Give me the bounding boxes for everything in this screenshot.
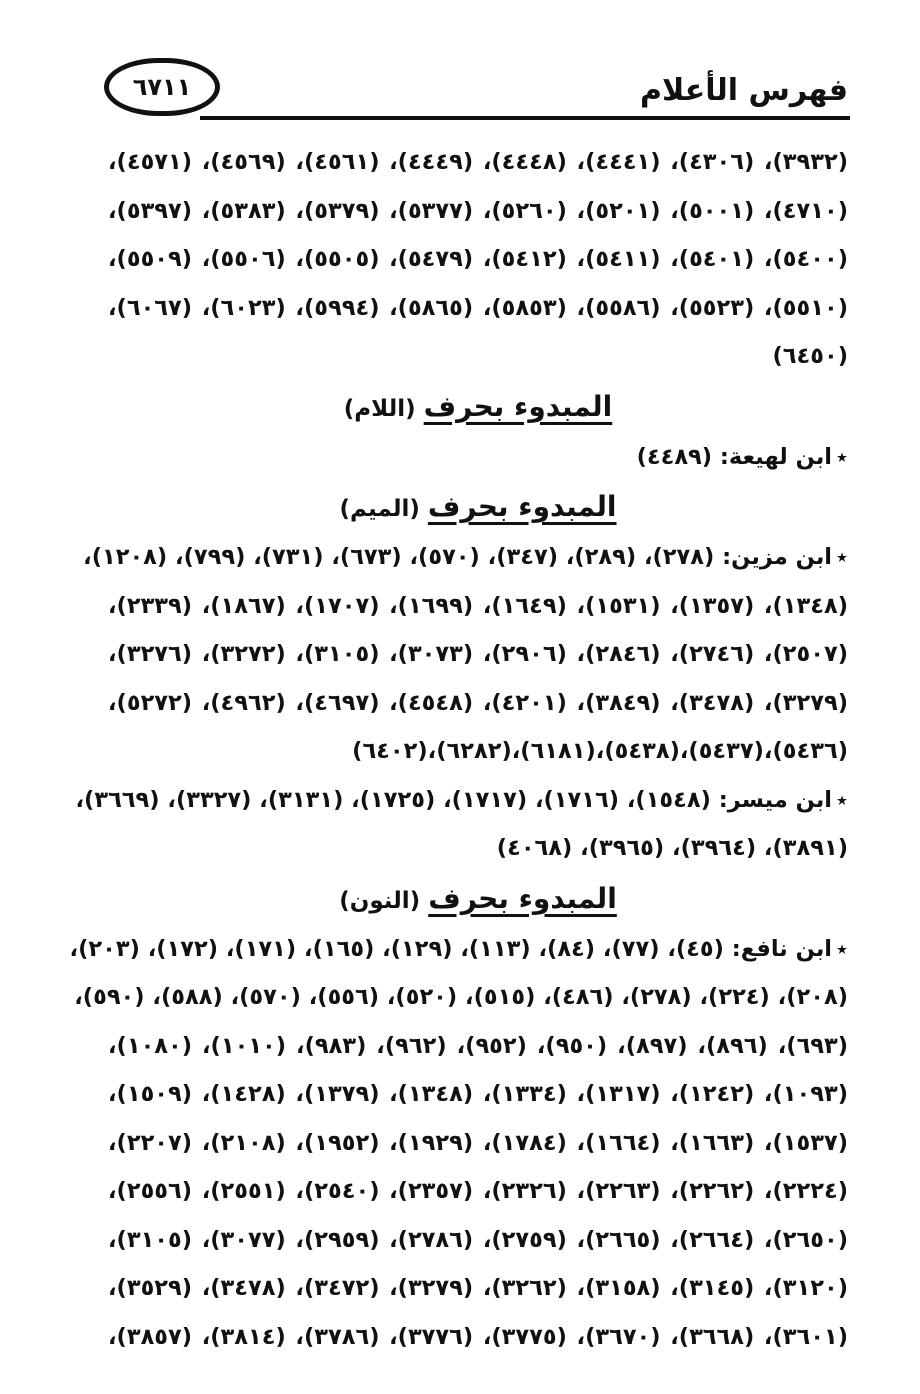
index-line <box>108 187 848 236</box>
index-line <box>108 1216 848 1265</box>
section-heading-letter: (النون) <box>339 887 421 914</box>
line-text: (٣١٢٠)، (٣١٤٥)، (٣١٥٨)، (٣٢٦٢)، (٣٢٧٩)، (٣٤٧٢)، (٣٤٧٨)، (٣٥٢٩)، <box>108 1275 848 1301</box>
line-text: (٣٩٣٢)، (٤٣٠٦)، (٤٤٤١)، (٤٤٤٨)، (٤٤٤٩)، (٤٥٦١)، (٤٥٦٩)، (٤٥٧١)، <box>108 149 848 175</box>
index-line <box>108 824 848 873</box>
section-heading-main: المبدوء بحرف <box>423 389 613 423</box>
index-line <box>108 332 848 381</box>
index-line <box>108 1119 848 1168</box>
line-text: (٣٦٠١)، (٣٦٦٨)، (٣٦٧٠)، (٣٧٧٥)، (٣٧٧٦)، (٣٧٨٦)، (٣٨١٤)، (٣٨٥٧)، <box>108 1323 848 1350</box>
line-text: (٢٦٥٠)، (٢٦٦٤)، (٢٦٦٥)، (٢٧٥٩)، (٢٧٨٦)، (٢٩٥٩)، (٣٠٧٧)، (٣١٠٥)، <box>108 1226 848 1253</box>
line-text: (٦٤٥٠) <box>772 343 848 369</box>
index-line <box>108 1022 848 1071</box>
section-heading-main: المبدوء بحرف <box>427 490 617 523</box>
section-heading-main: المبدوء بحرف <box>428 881 617 915</box>
index-line <box>108 727 848 776</box>
line-text: (٤٧١٠)، (٥٠٠١)، (٥٢٠١)، (٥٢٦٠)، (٥٣٧٧)، (٥٣٧٩)، (٥٣٨٣)، (٥٣٩٧)، <box>108 197 848 224</box>
header-rule <box>200 116 850 120</box>
page-number-badge <box>104 58 220 116</box>
page-title: فهرس الأعلام <box>639 73 848 108</box>
index-line <box>108 582 848 631</box>
bullet-star-icon: ٭ <box>836 444 848 470</box>
section-heading <box>108 381 848 433</box>
section-heading <box>108 481 848 533</box>
index-line <box>108 138 848 187</box>
section-heading-letter: (اللام) <box>343 395 416 422</box>
index-line <box>108 679 848 728</box>
line-text: ابن لهيعة: (٤٤٨٩) <box>636 443 832 470</box>
page-header <box>104 50 850 122</box>
section-heading <box>108 873 848 925</box>
bullet-star-icon: ٭ <box>836 545 848 570</box>
index-line <box>108 1070 848 1119</box>
index-line <box>108 235 848 284</box>
line-text: (٢٢٢٤)، (٢٢٦٢)، (٢٢٦٣)، (٢٣٢٦)، (٢٣٥٧)، (٢٥٤٠)، (٢٥٥١)، (٢٥٥٦)، <box>108 1178 848 1204</box>
index-entry <box>108 433 848 482</box>
line-text: (١٣٤٨)، (١٣٥٧)، (١٥٣١)، (١٦٤٩)، (١٦٩٩)، (١٧٠٧)، (١٨٦٧)، (٢٣٣٩)، <box>108 592 848 619</box>
index-content <box>69 138 849 1361</box>
index-line <box>74 973 848 1022</box>
index-line <box>108 284 848 333</box>
page-number: ٦٧١١ <box>132 73 192 101</box>
index-line <box>108 1167 848 1216</box>
line-text: (٢٥٠٧)، (٢٧٤٦)، (٢٨٤٦)، (٢٩٠٦)، (٣٠٧٣)، (٣١٠٥)، (٣٢٧٢)، (٣٢٧٦)، <box>108 641 848 667</box>
line-text: (٥٤٠٠)، (٥٤٠١)، (٥٤١١)، (٥٤١٢)، (٥٤٧٩)، (٥٥٠٥)، (٥٥٠٦)، (٥٥٠٩)، <box>108 246 848 272</box>
line-text: (٥٤٣٦)،(٥٤٣٧)،(٥٤٣٨)،(٦١٨١)،(٦٢٨٢)،(٦٤٠٢) <box>352 738 848 764</box>
index-entry <box>75 776 848 825</box>
index-line <box>108 1313 848 1362</box>
line-text: ابن مزين: (٢٧٨)، (٢٨٩)، (٣٤٧)، (٥٧٠)، (٦٧٣)، (٧٣١)، (٧٩٩)، (١٢٠٨)، <box>83 544 832 570</box>
line-text: (٦٩٣)، (٨٩٦)، (٨٩٧)، (٩٥٠)، (٩٥٢)، (٩٦٢)، (٩٨٣)، (١٠١٠)، (١٠٨٠)، <box>108 1032 849 1059</box>
index-entry <box>83 533 848 582</box>
bullet-star-icon: ٭ <box>836 936 848 962</box>
line-text: (١٠٩٣)، (١٢٤٢)، (١٣١٧)، (١٣٣٤)، (١٣٤٨)، (١٣٧٩)، (١٤٢٨)، (١٥٠٩)، <box>108 1081 848 1107</box>
line-text: ابن نافع: (٤٥)، (٧٧)، (٨٤)، (١١٣)، (١٢٩)، (١٦٥)، (١٧١)، (١٧٢)، (٢٠٣)، <box>69 935 832 962</box>
section-heading-letter: (الميم) <box>339 496 420 522</box>
index-line <box>108 630 848 679</box>
line-text: (٣٢٧٩)، (٣٤٧٨)، (٣٨٤٩)، (٤٢٠١)، (٤٥٤٨)، (٤٦٩٧)، (٤٩٦٢)، (٥٢٧٢)، <box>108 689 848 716</box>
line-text: (٥٥١٠)، (٥٥٢٣)، (٥٥٨٦)، (٥٨٥٣)، (٥٨٦٥)، (٥٩٩٤)، (٦٠٢٣)، (٦٠٦٧)، <box>108 294 848 321</box>
line-text: ابن ميسر: (١٥٤٨)، (١٧١٦)، (١٧١٧)، (١٧٢٥)، (٣١٣١)، (٣٣٢٧)، (٣٦٦٩)، <box>75 786 832 813</box>
line-text: (٣٨٩١)، (٣٩٦٤)، (٣٩٦٥)، (٤٠٦٨) <box>496 835 848 861</box>
bullet-star-icon: ٭ <box>836 787 848 813</box>
index-entry <box>69 925 848 974</box>
line-text: (١٥٣٧)، (١٦٦٣)، (١٦٦٤)، (١٧٨٤)، (١٩٢٩)، (١٩٥٢)، (٢١٠٨)، (٢٢٠٧)، <box>108 1129 848 1156</box>
index-line <box>108 1264 848 1313</box>
line-text: (٢٠٨)، (٢٢٤)، (٢٧٨)، (٤٨٦)، (٥١٥)، (٥٢٠)، (٥٥٦)، (٥٧٠)، (٥٨٨)، (٥٩٠)، <box>74 984 848 1010</box>
